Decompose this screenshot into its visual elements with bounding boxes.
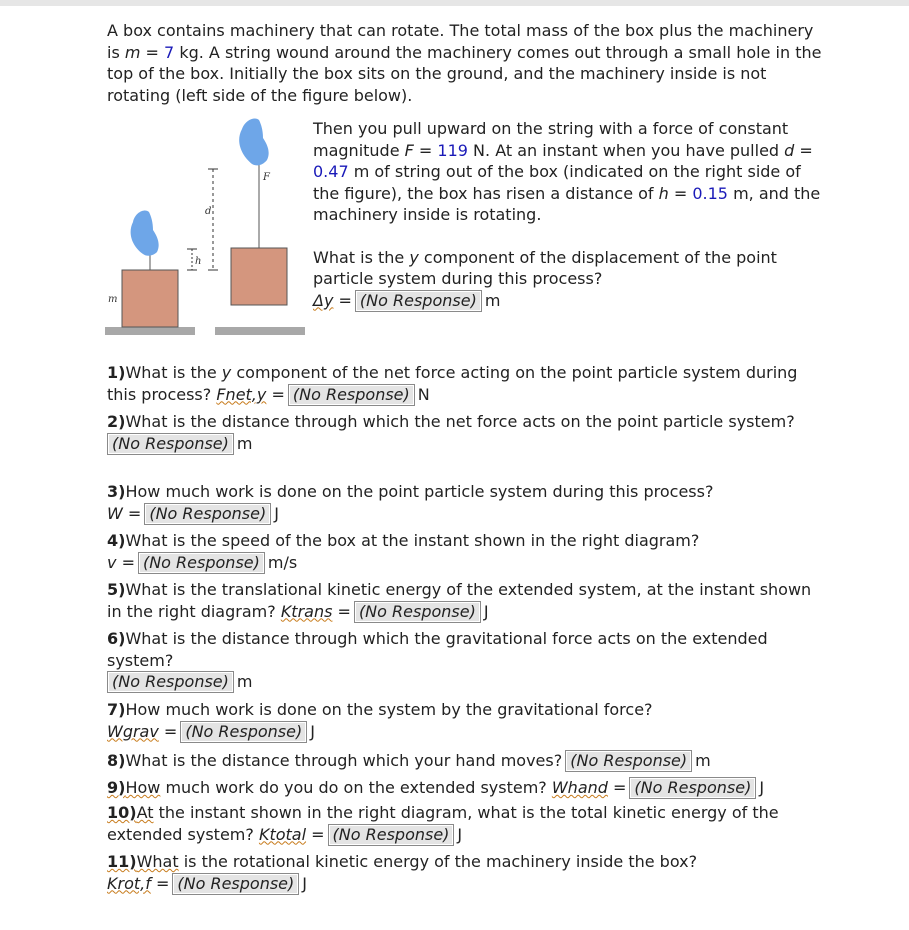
question-5: 5)What is the translational kinetic energy of the extended system, at the instant shown in the right diagram? Ktrans = (No Response) J bbox=[107, 580, 812, 621]
question-3: 3)How much work is done on the point particle system during this process? W = (No Response) J bbox=[107, 482, 714, 523]
q8-response-field[interactable]: (No Response) bbox=[565, 750, 692, 772]
right-box bbox=[231, 248, 287, 305]
q11-response-field[interactable]: (No Response) bbox=[172, 873, 299, 895]
displacement-question: What is the y component of the displacement of the point particle system during this process? bbox=[313, 247, 777, 288]
right-ground bbox=[215, 327, 305, 335]
m-label: m bbox=[108, 294, 118, 305]
q10-response-field[interactable]: (No Response) bbox=[328, 824, 455, 846]
d-label: d bbox=[205, 206, 212, 217]
dy-symbol: Δy bbox=[313, 290, 334, 310]
question-1: 1)What is the y component of the net force acting on the point particle system during this process? Fnet,y = (No Response) N bbox=[107, 363, 798, 404]
F-label: F bbox=[263, 172, 270, 183]
question-6: 6)What is the distance through which the gravitational force acts on the extended system? (No Response) m bbox=[107, 629, 768, 691]
box-machinery-figure bbox=[105, 112, 305, 342]
force-value: 119 bbox=[437, 140, 468, 160]
mass-symbol: m bbox=[124, 42, 141, 62]
q6-response-field[interactable]: (No Response) bbox=[107, 671, 234, 693]
left-hand-icon bbox=[131, 210, 159, 255]
question-9: 9)How much work do you do on the extended system? Whand = (No Response) J bbox=[107, 778, 765, 797]
left-ground bbox=[105, 327, 195, 335]
q4-response-field[interactable]: (No Response) bbox=[138, 552, 265, 574]
problem-intro: A box contains machinery that can rotate. The total mass of the box plus the machinery is m = 7 kg. A string wound around the machinery comes out through a small hole in the top of the box. Initially the box sits on the ground, and the machinery inside is not rotating (left side of the figure below). bbox=[107, 21, 822, 105]
q5-response-field[interactable]: (No Response) bbox=[354, 601, 481, 623]
displacement-answer-row: Δy = (No Response) m bbox=[313, 290, 501, 310]
mass-value: 7 bbox=[164, 42, 175, 62]
h-label: h bbox=[195, 256, 202, 267]
question-2: 2)What is the distance through which the net force acts on the point particle system? (No Response) m bbox=[107, 412, 795, 453]
right-hand-icon bbox=[239, 118, 268, 165]
left-box bbox=[122, 270, 178, 327]
q9-response-field[interactable]: (No Response) bbox=[629, 777, 756, 799]
dy-response-field[interactable]: (No Response) bbox=[355, 290, 482, 312]
setup-paragraph: Then you pull upward on the string with a force of constant magnitude F = 119 N. At an instant when you have pulled d = 0.47 m of string out of the box (indicated on the right side of the figure), the box has risen a distance of h = 0.15 m, and the machinery inside is rotating. bbox=[313, 119, 821, 224]
q3-response-field[interactable]: (No Response) bbox=[144, 503, 271, 525]
h-value: 0.15 bbox=[692, 183, 728, 203]
question-10: 10)At the instant shown in the right diagram, what is the total kinetic energy of the extended system? Ktotal = (No Response) J bbox=[107, 803, 779, 844]
question-4: 4)What is the speed of the box at the instant shown in the right diagram? v = (No Response) m/s bbox=[107, 531, 700, 572]
question-11: 11)What is the rotational kinetic energy of the machinery inside the box? Krot,f = (No Response) J bbox=[107, 852, 698, 893]
d-value: 0.47 bbox=[313, 162, 349, 181]
q1-response-field[interactable]: (No Response) bbox=[288, 384, 415, 406]
top-bar bbox=[0, 0, 909, 6]
question-8: 8)What is the distance through which your hand moves? (No Response) m bbox=[107, 751, 711, 770]
q7-response-field[interactable]: (No Response) bbox=[180, 721, 307, 743]
question-7: 7)How much work is done on the system by the gravitational force? Wgrav = (No Response) J bbox=[107, 700, 653, 741]
problem-setup bbox=[313, 118, 823, 312]
q2-response-field[interactable]: (No Response) bbox=[107, 433, 234, 455]
